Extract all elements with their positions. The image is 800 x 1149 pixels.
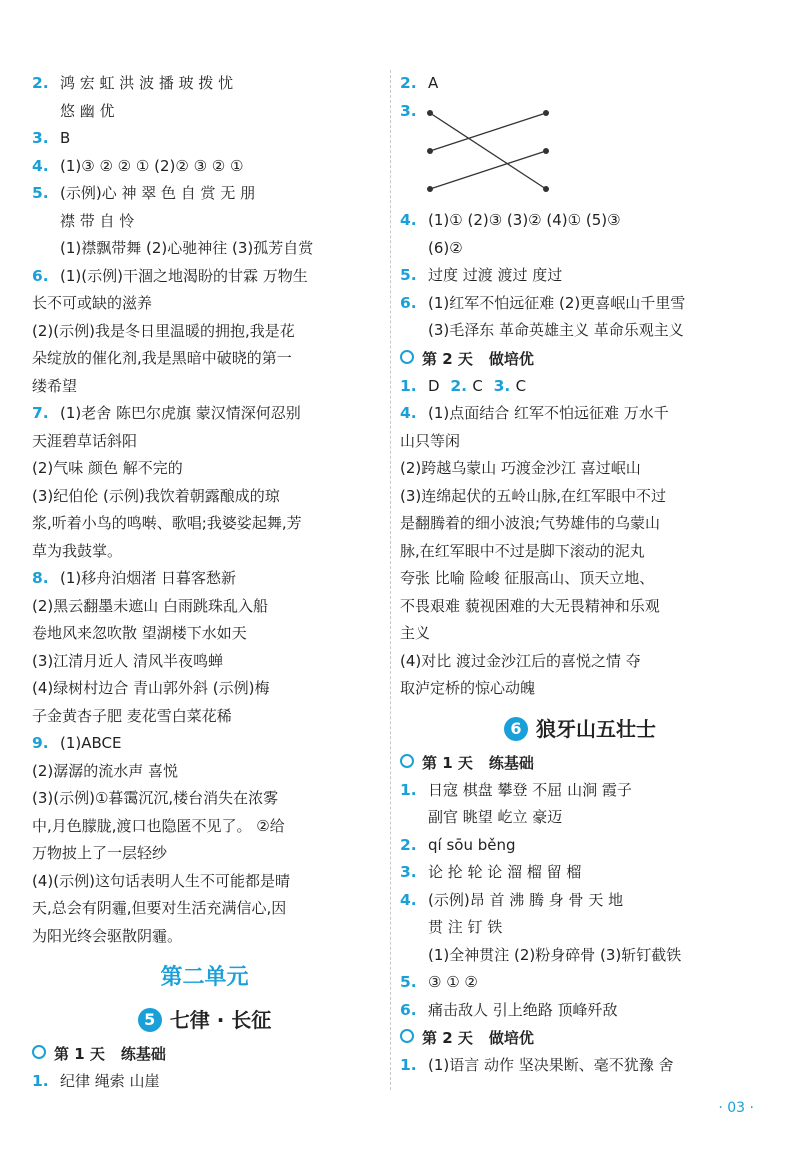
day-heading	[400, 345, 760, 373]
answer-text: 山只等闲	[400, 431, 461, 450]
answer-text: (1)老舍 陈巴尔虎旗 蒙汉情深何忍别	[60, 404, 301, 422]
answer-5	[400, 262, 760, 290]
answer-text: (1)点面结合 红军不怕远征难 万水千	[428, 404, 669, 422]
answer-text: 取泸定桥的惊心动魄	[400, 679, 536, 697]
answer-text: C	[472, 376, 483, 395]
answer-text: (2)潺潺的流水声 喜悦	[32, 761, 179, 780]
answer-text: (1)语言 动作 坚决果断、毫不犹豫 舍	[428, 1056, 674, 1074]
right-column	[400, 70, 760, 1080]
answer-text: (1)③ ② ② ① (2)② ③ ② ①	[60, 156, 244, 175]
day-heading	[400, 749, 760, 777]
circle-icon	[400, 754, 414, 768]
matching-diagram	[400, 97, 760, 207]
answer-text: 日寇 棋盘 攀登 不屈 山涧 霞子	[428, 780, 632, 799]
question-number: 3.	[400, 101, 417, 120]
answer-3	[32, 125, 377, 153]
answer-text: (3)连绵起伏的五岭山脉,在红军眼中不过	[400, 486, 667, 505]
answer-text: (1)红军不怕远征难 (2)更喜岷山千里雪	[428, 293, 686, 312]
day-subtitle: 练基础	[488, 753, 534, 772]
answer-text: (6)②	[428, 238, 463, 257]
answer-text: 论 抡 轮 论 溜 榴 留 榴	[428, 863, 582, 881]
question-number: 6.	[400, 1000, 417, 1019]
day-heading	[32, 1040, 377, 1068]
left-column	[32, 70, 377, 1096]
question-number: 2.	[450, 376, 468, 395]
answer-text: 朵绽放的催化剂,我是黑暗中破晓的第一	[32, 349, 292, 367]
answer-text: 痛击敌人 引上绝路 顶峰歼敌	[428, 1000, 618, 1019]
answer-text: 不畏艰难 藐视困难的大无畏精神和乐观	[400, 596, 660, 615]
answer-text: (4)绿树村边合 青山郭外斜 (示例)梅	[32, 679, 270, 697]
answer-1	[400, 1052, 760, 1080]
answer-text: (3)毛泽东 革命英雄主义 革命乐观主义	[428, 321, 684, 339]
circle-icon	[32, 1045, 46, 1059]
answer-text: 万物披上了一层轻纱	[32, 844, 168, 862]
question-number: 6.	[400, 293, 417, 312]
answer-text: (2)黑云翻墨未遮山 白雨跳珠乱入船	[32, 596, 269, 615]
question-number: 1.	[400, 376, 417, 395]
lesson-title	[400, 709, 760, 749]
question-number: 4.	[32, 156, 49, 175]
question-number: 1.	[400, 780, 417, 799]
answer-text: D	[428, 376, 440, 395]
answer-2	[32, 70, 377, 98]
answer-text: B	[60, 129, 71, 147]
answer-2	[400, 832, 760, 860]
answer-text: (3)(示例)①暮霭沉沉,楼台消失在浓雾	[32, 789, 279, 807]
answer-1	[32, 1068, 377, 1096]
answer-text: (1)① (2)③ (3)② (4)① (5)③	[428, 211, 621, 229]
answer-text: 贯 注 钉 铁	[428, 918, 503, 936]
answer-1	[400, 777, 760, 805]
answer-text: (3)纪伯伦 (示例)我饮着朝露酿成的琼	[32, 486, 280, 505]
answer-text: (1)ABCE	[60, 734, 122, 752]
answer-4	[400, 887, 760, 915]
question-number: 2.	[32, 74, 49, 92]
answer-9	[32, 730, 377, 758]
answer-text: 天涯碧草话斜阳	[32, 431, 138, 450]
question-number: 2.	[400, 74, 417, 92]
answer-text: 长不可或缺的滋养	[32, 294, 153, 312]
answer-text: 脉,在红军眼中不过是脚下滚动的泥丸	[400, 541, 645, 560]
matching-lines	[424, 101, 554, 201]
day-heading	[400, 1024, 760, 1052]
answer-7	[32, 400, 377, 428]
answer-text: 天,总会有阴霾,但要对生活充满信心,因	[32, 899, 287, 917]
answer-text: 是翻腾着的细小波浪;气势雄伟的乌蒙山	[400, 514, 661, 532]
answers-1-3	[400, 373, 760, 401]
answer-text: (3)江清月近人 清风半夜鸣蝉	[32, 651, 224, 670]
answer-8	[32, 565, 377, 593]
answer-text: 悠 幽 优	[60, 101, 115, 120]
answer-text: 副官 眺望 屹立 豪迈	[428, 808, 563, 826]
day-label: 第 1 天	[54, 1045, 105, 1063]
page-number: · 03 ·	[718, 1100, 754, 1116]
day-subtitle: 练基础	[120, 1045, 166, 1063]
answer-5	[32, 180, 377, 208]
answer-text: (1)移舟泊烟渚 日暮客愁新	[60, 569, 237, 587]
column-divider	[390, 70, 391, 1090]
question-number: 1.	[400, 1056, 417, 1074]
answer-2	[400, 70, 760, 98]
question-number: 4.	[400, 890, 417, 909]
unit-title: 第二单元	[160, 965, 249, 990]
answer-text: (1)襟飘带舞 (2)心驰神往 (3)孤芳自赏	[60, 239, 314, 257]
answer-text: C	[515, 376, 527, 395]
answer-text: (示例)心 神 翠 色 自 赏 无 朋	[60, 184, 256, 202]
answer-4	[400, 207, 760, 235]
question-number: 4.	[400, 211, 417, 229]
question-number: 5.	[400, 266, 417, 284]
lesson-title-text: 七律 · 长征	[169, 1008, 272, 1032]
question-number: 5.	[400, 973, 417, 991]
answer-6	[400, 290, 760, 318]
lesson-title	[32, 1000, 377, 1040]
lesson-number-badge: 5	[138, 1008, 162, 1032]
circle-icon	[400, 350, 414, 364]
answer-text: 纪律 绳索 山崖	[60, 1072, 160, 1090]
day-subtitle: 做培优	[488, 349, 534, 368]
lesson-number-badge: 6	[504, 717, 528, 741]
answer-text: A	[428, 74, 439, 92]
answer-text: (4)(示例)这句话表明人生不可能都是晴	[32, 871, 290, 890]
answer-text: 鸿 宏 虹 洪 波 播 玻 拨 忧	[60, 74, 234, 92]
day-label: 第 2 天	[422, 349, 473, 368]
answer-6	[400, 997, 760, 1025]
answer-text: 主义	[400, 624, 431, 642]
answer-text: qí sōu běng	[428, 835, 516, 854]
answer-3	[400, 859, 760, 887]
answer-text: 襟 带 自 怜	[60, 211, 135, 230]
question-number: 2.	[400, 835, 417, 854]
answer-text: 草为我鼓掌。	[32, 541, 123, 560]
question-number: 3.	[32, 129, 49, 147]
question-number: 6.	[32, 266, 49, 285]
lesson-title-text: 狼牙山五壮士	[536, 716, 656, 741]
answer-text: 中,月色朦胧,渡口也隐匿不见了。 ②给	[32, 816, 285, 835]
answer-text: (2)气味 颜色 解不完的	[32, 459, 183, 477]
answer-text: 浆,听着小鸟的鸣啭、歌唱;我婆娑起舞,芳	[32, 514, 302, 532]
question-number: 5.	[32, 184, 49, 202]
day-label: 第 1 天	[422, 753, 473, 772]
day-subtitle: 做培优	[488, 1029, 534, 1047]
answer-text: 过度 过渡 渡过 度过	[428, 266, 563, 284]
answer-5	[400, 969, 760, 997]
answer-text: 缕希望	[32, 376, 78, 395]
day-label: 第 2 天	[422, 1029, 473, 1047]
answer-text: (2)跨越乌蒙山 巧渡金沙江 喜过岷山	[400, 459, 641, 477]
answer-text: (1)全神贯注 (2)粉身碎骨 (3)斩钉截铁	[428, 945, 682, 964]
answer-6	[32, 263, 377, 291]
answer-text: (4)对比 渡过金沙江后的喜悦之情 夺	[400, 651, 641, 670]
answer-text: ③ ① ②	[428, 973, 478, 991]
answer-text: (2)(示例)我是冬日里温暖的拥抱,我是花	[32, 321, 295, 340]
answer-text: 夸张 比喻 险峻 征服高山、顶天立地、	[400, 569, 655, 587]
question-number: 7.	[32, 404, 49, 422]
answer-4	[32, 153, 377, 181]
question-number: 4.	[400, 404, 417, 422]
answer-text: (1)(示例)干涸之地渴盼的甘霖 万物生	[60, 266, 308, 285]
question-number: 3.	[400, 863, 417, 881]
answer-text: (示例)昂 首 沸 腾 身 骨 天 地	[428, 890, 624, 909]
answer-4	[400, 400, 760, 428]
answer-text: 子金黄杏子肥 麦花雪白菜花稀	[32, 706, 232, 725]
question-number: 3.	[493, 376, 511, 395]
answer-text: 卷地风来忽吹散 望湖楼下水如天	[32, 624, 247, 642]
circle-icon	[400, 1029, 414, 1043]
question-number: 1.	[32, 1072, 49, 1090]
answer-text: 为阳光终会驱散阴霾。	[32, 926, 183, 945]
question-number: 9.	[32, 734, 49, 752]
question-number: 8.	[32, 569, 49, 587]
